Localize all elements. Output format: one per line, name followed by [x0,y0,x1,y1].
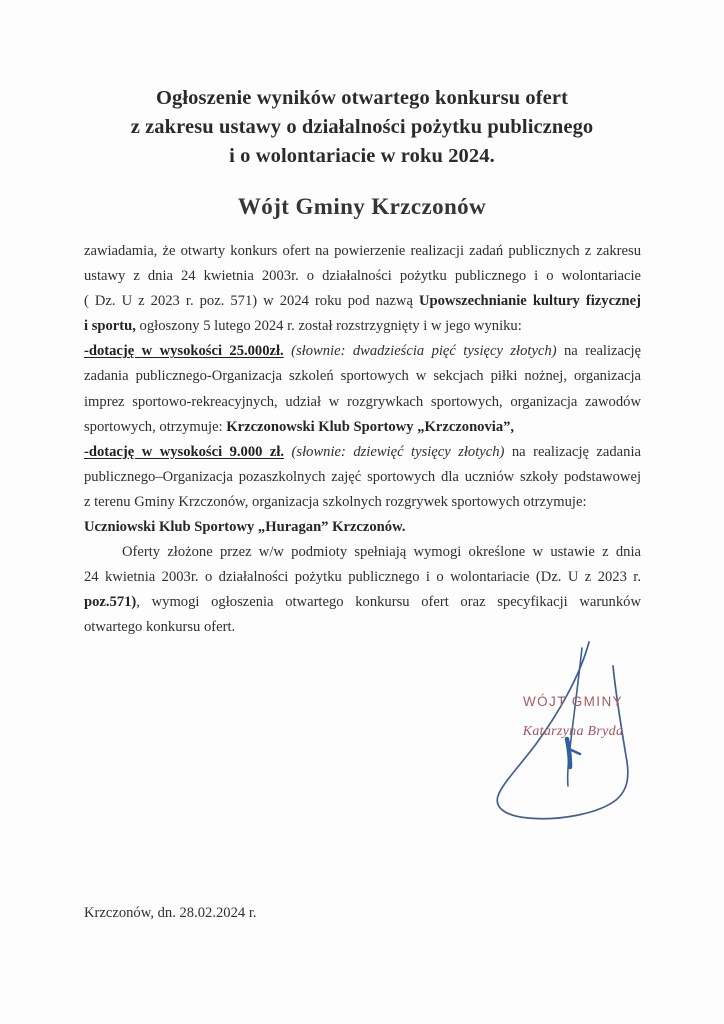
intro-line-2: ustawy z dnia 24 kwietnia 2003r. o działalności pożytku publicznego i o wolontariacie [84,268,641,285]
title-line-1: Ogłoszenie wyników otwartego konkursu ofert [155,87,568,109]
closing-line-4: otwartego konkursu ofert. [84,619,236,636]
grant-2-recipient: Uczniowski Klub Sportowy „Huragan” Krzczonów. [84,519,406,536]
title-line-3: i o wolontariacie w roku 2024. [229,145,495,167]
paragraph-intro [84,239,641,339]
footer-place-date: Krzczonów, dn. 28.02.2024 r. [84,905,257,921]
grant-2-line-3: z terenu Gminy Krzczonów, organizacja szkolnych rozgrywek sportowych otrzymuje: [84,493,587,510]
intro-line-4-text: ogłoszony 5 lutego 2024 r. został rozstrzygnięty i w jego wyniku: [135,318,522,335]
document-subtitle [62,194,662,220]
paragraph-closing [84,540,641,640]
intro-line-1: zawiadamia, że otwarty konkurs ofert na powierzenie realizacji zadań publicznych z zakresu [84,243,641,259]
closing-line-2: 24 kwietnia 2003r. o działalności pożytku publicznego i o wolontariacie (Dz. U z 2023 r. [84,569,641,586]
grant-1-line-2: zadania publicznego-Organizacja szkoleń sportowych w sekcjach piłki nożnej, organizacja [84,368,641,385]
stamp-office-label: WÓJT GMINY [523,694,623,709]
stamp-signer-name: Katarzyna Bryda [522,724,624,739]
intro-line-4 [84,314,641,339]
intro-line-3-text: ( Dz. U z 2023 r. poz. 571) w 2024 roku pod nazwą [84,293,419,310]
title-line-2: z zakresu ustawy o działalności pożytku publicznego [130,116,594,138]
grant-2-amount-words: (słownie: dziewięć tysięcy złotych) [291,443,505,460]
document-body [84,239,641,641]
grant-1-line-1 [84,339,641,364]
grant-1-recipient: Krzczonowski Klub Sportowy „Krzczonovia”, [226,418,515,435]
closing-line-3-text: , wymogi ogłoszenia otwartego konkursu ofert oraz specyfikacji warunków [136,594,641,611]
legal-reference: poz.571) [84,594,137,611]
document-title [62,84,662,171]
handwritten-signature-icon [470,636,660,831]
grant-2-line-1 [84,440,641,465]
signature-area [470,636,660,831]
grant-1-line-4-prefix: sportowych, otrzymuje: [84,418,227,435]
closing-line-3 [84,590,641,615]
closing-line-1: Oferty złożone przez w/w podmioty spełniają wymogi określone w ustawie z dnia [122,544,641,561]
paragraph-grant-2 [84,440,641,540]
grant-2-recipient-line [84,515,641,540]
program-name-part-2: i sportu, [84,318,136,335]
grant-2-line-1-tail: na realizację zadania [504,443,641,460]
grant-2-line-2: publicznego–Organizacja pozaszkolnych zajęć sportowych dla uczniów szkoły podstawowej [84,468,641,485]
grant-1-line-1-tail: na realizację [556,343,642,360]
grant-1-line-4 [84,415,641,440]
issuing-authority: Wójt Gminy Krzczonów [237,194,487,219]
paragraph-grant-1 [84,339,641,439]
grant-2-amount: -dotację w wysokości 9.000 zł. [84,443,285,460]
grant-1-amount: -dotację w wysokości 25.000zł. [84,343,284,360]
intro-line-3 [84,289,641,314]
grant-1-line-3: imprez sportowo-rekreacyjnych, udział w rozgrywkach sportowych, organizacja zawodów [84,393,641,410]
grant-1-amount-words: (słownie: dwadzieścia pięć tysięcy złotych) [291,343,557,360]
program-name-part-1: Upowszechnianie kultury fizycznej [418,293,641,310]
